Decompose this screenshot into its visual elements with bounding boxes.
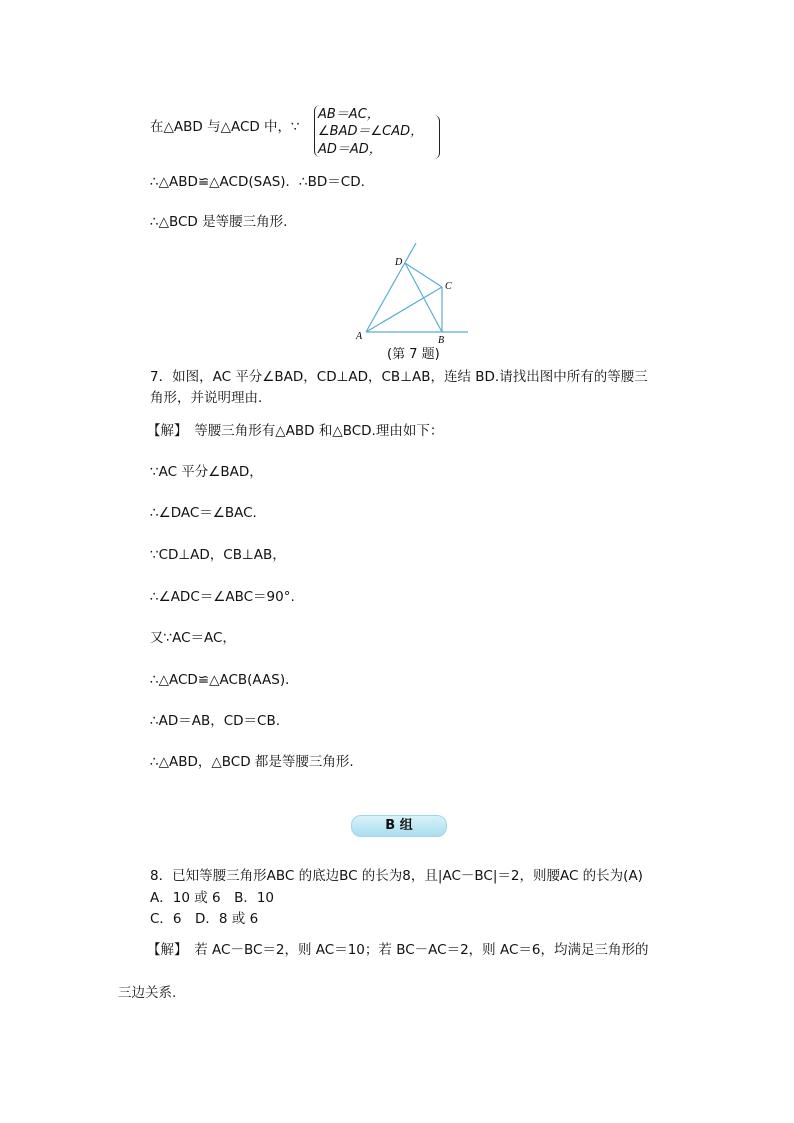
line-7-q2: 角形，并说明理由. [150,390,263,406]
geometry-figure [350,240,480,350]
system-row-3: AD＝AD， [318,142,382,157]
line-8-opt1: A．10 或 6 B．10 [150,890,275,906]
system-row-1: AB＝AC， [318,107,380,122]
line-3: ∴△BCD 是等腰三角形. [150,214,288,230]
label-c: C [445,281,452,292]
line-7-s6: ∴△ACD≌△ACB(AAS)． [150,672,299,688]
equation-system [314,103,440,159]
label-a: A [356,331,363,342]
segment-db [405,263,442,332]
line-7-s3: ∵CD⊥AD，CB⊥AB， [150,547,286,563]
line-7-s5: 又∵AC＝AC， [150,630,236,646]
line-1: 在△ABD 与△ACD 中，∵ [150,119,300,135]
right-brace [433,115,440,159]
line-2: ∴△ABD≌△ACD(SAS)．∴BD＝CD. [150,174,365,190]
line-7-q: 7．如图，AC 平分∠BAD，CD⊥AD，CB⊥AB，连结 BD.请找出图中所有的等腰三 [150,369,648,385]
segment-dc [405,263,442,287]
line-7-s4: ∴∠ADC＝∠ABC＝90°. [150,589,295,605]
system-row-2: ∠BAD＝∠CAD， [318,124,424,139]
label-d: D [395,257,403,268]
line-7-s2: ∴∠DAC＝∠BAC. [150,505,257,521]
line-7-sol: 【解】 等腰三角形有△ABD 和△BCD.理由如下： [147,423,444,439]
line-8-sol2: 三边关系. [118,985,177,1001]
line-7-s1: ∵AC 平分∠BAD， [150,464,263,480]
line-8-sol: 【解】 若 AC－BC＝2，则 AC＝10；若 BC－AC＝2，则 AC＝6，均满足三角形的 [147,942,649,958]
group-badge: B 组 [351,815,447,837]
line-8-opt2: C．6 D．8 或 6 [150,911,259,927]
figure-caption: (第 7 题) [387,347,440,362]
label-b: B [438,335,445,346]
line-8-q: 8．已知等腰三角形ABC 的底边BC 的长为8，且|AC－BC|＝2，则腰AC 的长为(A) [150,868,643,884]
segment-ad-extended [366,243,416,332]
line-7-s7: ∴AD＝AB，CD＝CB. [150,713,281,729]
line-7-s8: ∴△ABD，△BCD 都是等腰三角形. [150,754,354,770]
